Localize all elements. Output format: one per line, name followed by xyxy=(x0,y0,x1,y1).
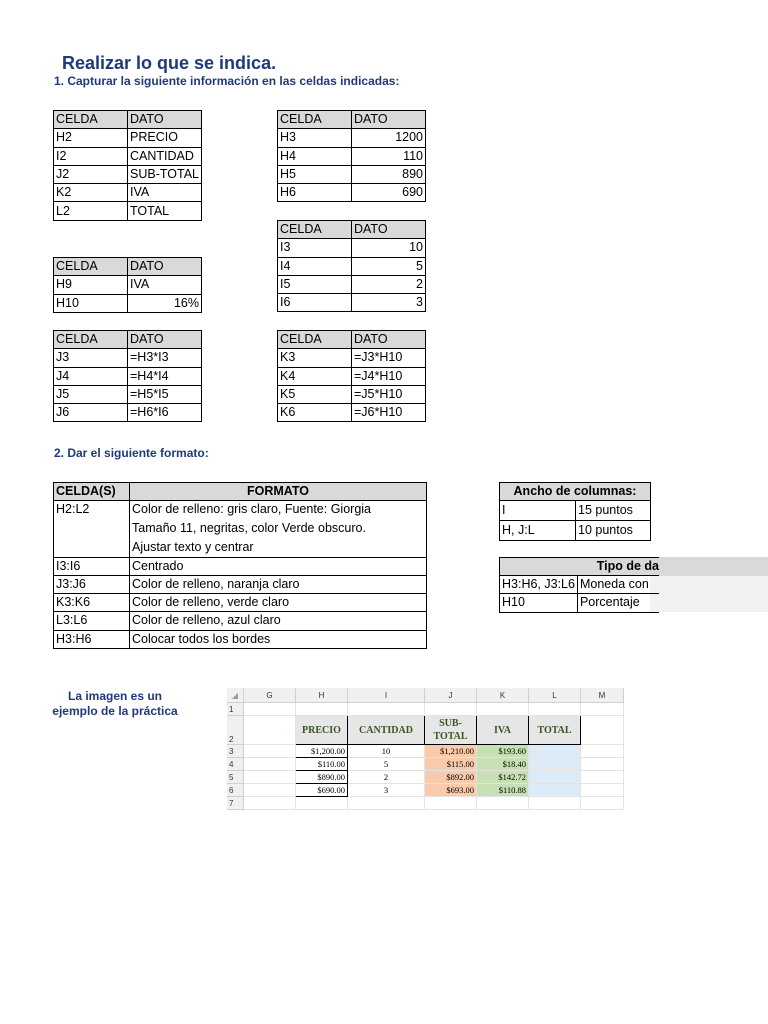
format-cell: H2:L2 xyxy=(54,501,130,521)
col-header: L xyxy=(529,688,581,703)
example-caption: La imagen es un ejemplo de la práctica xyxy=(52,689,178,718)
data-type-table-wrap xyxy=(499,557,659,613)
capture-table-c xyxy=(277,220,426,312)
value: =H6*I6 xyxy=(128,404,202,422)
sheet-cell xyxy=(425,703,477,716)
sheet-header-cell: PRECIO xyxy=(296,716,348,745)
format-desc: Color de relleno: gris claro, Fuente: Giorgia xyxy=(130,501,427,521)
corner-cell: ◢ xyxy=(227,688,244,703)
capture-table-a xyxy=(53,110,202,221)
cell: K3 xyxy=(278,349,352,367)
format-desc: Ajustar texto y centrar xyxy=(130,539,427,557)
value: 5 xyxy=(352,257,426,275)
type-value: Moneda con xyxy=(577,576,659,594)
value: 110 xyxy=(352,147,426,165)
cell: J3 xyxy=(54,349,128,367)
value: =J4*H10 xyxy=(352,367,426,385)
total-cell xyxy=(529,758,581,771)
format-desc: Tamaño 11, negritas, color Verde obscuro. xyxy=(130,520,427,539)
sheet-cell xyxy=(244,771,296,784)
capture-table-f xyxy=(277,330,426,422)
cell: L2 xyxy=(54,202,128,220)
format-desc: Color de relleno, verde claro xyxy=(130,594,427,612)
sheet-cell xyxy=(581,784,624,797)
format-desc: Color de relleno, naranja claro xyxy=(130,575,427,593)
format-cell: I3:I6 xyxy=(54,557,130,575)
header-formato: FORMATO xyxy=(130,483,427,501)
subtotal-cell: $892.00 xyxy=(425,771,477,784)
col-header: I xyxy=(348,688,425,703)
cell: H3 xyxy=(278,129,352,147)
sheet-cell xyxy=(348,703,425,716)
cell: H9 xyxy=(54,276,128,294)
header-celda: CELDA xyxy=(278,111,352,129)
cell: I2 xyxy=(54,147,128,165)
value: =J5*H10 xyxy=(352,385,426,403)
cell: H6 xyxy=(278,184,352,202)
iva-cell: $193.60 xyxy=(477,745,529,758)
cell: H2 xyxy=(54,129,128,147)
format-cell: L3:L6 xyxy=(54,612,130,630)
header-celda: CELDA xyxy=(278,221,352,239)
price-cell: $890.00 xyxy=(296,771,348,784)
value: TOTAL xyxy=(128,202,202,220)
value: =J3*H10 xyxy=(352,349,426,367)
step-2-heading: 2. Dar el siguiente formato: xyxy=(54,446,209,460)
iva-cell: $142.72 xyxy=(477,771,529,784)
format-desc: Color de relleno, azul claro xyxy=(130,612,427,630)
total-cell xyxy=(529,771,581,784)
value: 16% xyxy=(128,294,202,312)
format-cell: K3:K6 xyxy=(54,594,130,612)
subtotal-cell: $115.00 xyxy=(425,758,477,771)
quantity-cell: 10 xyxy=(348,745,425,758)
row-header: 5 xyxy=(227,771,244,784)
iva-cell: $18.40 xyxy=(477,758,529,771)
cell: I3 xyxy=(278,239,352,257)
col-header: M xyxy=(581,688,624,703)
row-header: 3 xyxy=(227,745,244,758)
sheet-cell xyxy=(348,797,425,810)
step-1-heading: 1. Capturar la siguiente información en las celdas indicadas: xyxy=(54,74,400,88)
cell: K5 xyxy=(278,385,352,403)
header-dato: DATO xyxy=(352,221,426,239)
sheet-cell xyxy=(581,771,624,784)
header-celda: CELDA xyxy=(278,331,352,349)
subtotal-cell: $1,210.00 xyxy=(425,745,477,758)
quantity-cell: 5 xyxy=(348,758,425,771)
value: =H3*I3 xyxy=(128,349,202,367)
price-cell: $690.00 xyxy=(296,784,348,797)
sheet-header-cell: CANTIDAD xyxy=(348,716,425,745)
format-cell xyxy=(54,539,130,557)
sheet-cell xyxy=(581,716,624,745)
cell: H4 xyxy=(278,147,352,165)
subtotal-cell: $693.00 xyxy=(425,784,477,797)
cell: I5 xyxy=(278,275,352,293)
cell: K6 xyxy=(278,404,352,422)
header-dato: DATO xyxy=(352,111,426,129)
quantity-cell: 3 xyxy=(348,784,425,797)
value: 10 xyxy=(352,239,426,257)
header-celda: CELDA xyxy=(54,331,128,349)
header-celda: CELDA xyxy=(54,258,128,276)
value: 3 xyxy=(352,294,426,312)
cell: J2 xyxy=(54,165,128,183)
type-cols: H3:H6, J3:L6 xyxy=(500,576,578,594)
cell: J5 xyxy=(54,385,128,403)
header-dato: DATO xyxy=(128,111,202,129)
row-header: 4 xyxy=(227,758,244,771)
value: PRECIO xyxy=(128,129,202,147)
data-type-overflow-fill xyxy=(650,576,768,612)
header-celda: CELDA xyxy=(54,111,128,129)
iva-cell: $110.88 xyxy=(477,784,529,797)
row-header: 7 xyxy=(227,797,244,810)
sheet-header-cell: SUB-TOTAL xyxy=(425,716,477,745)
sheet-cell xyxy=(477,797,529,810)
total-cell xyxy=(529,745,581,758)
sheet-header-cell: TOTAL xyxy=(529,716,581,745)
format-cell: J3:J6 xyxy=(54,575,130,593)
row-header: 1 xyxy=(227,703,244,716)
sheet-cell xyxy=(296,703,348,716)
value: =J6*H10 xyxy=(352,404,426,422)
cell: I6 xyxy=(278,294,352,312)
sheet-cell xyxy=(244,745,296,758)
capture-table-d xyxy=(53,257,202,313)
sheet-cell xyxy=(425,797,477,810)
value: CANTIDAD xyxy=(128,147,202,165)
sheet-cell xyxy=(529,797,581,810)
row-header: 6 xyxy=(227,784,244,797)
cell: K4 xyxy=(278,367,352,385)
quantity-cell: 2 xyxy=(348,771,425,784)
sheet-cell xyxy=(244,797,296,810)
column-width-header: Ancho de columnas: xyxy=(500,483,651,501)
capture-table-e xyxy=(53,330,202,422)
format-cell xyxy=(54,520,130,539)
sheet-cell xyxy=(581,758,624,771)
col-header: J xyxy=(425,688,477,703)
value: 1200 xyxy=(352,129,426,147)
value: =H5*I5 xyxy=(128,385,202,403)
value: SUB-TOTAL xyxy=(128,165,202,183)
format-desc: Centrado xyxy=(130,557,427,575)
sheet-cell xyxy=(529,703,581,716)
sheet-cell xyxy=(244,784,296,797)
cell: H10 xyxy=(54,294,128,312)
sheet-cell xyxy=(581,703,624,716)
col-header: K xyxy=(477,688,529,703)
header-dato: DATO xyxy=(128,258,202,276)
price-cell: $110.00 xyxy=(296,758,348,771)
cell: J6 xyxy=(54,404,128,422)
row-header: 2 xyxy=(227,716,244,745)
sheet-cell xyxy=(244,703,296,716)
data-type-table xyxy=(499,557,659,613)
cell: I4 xyxy=(278,257,352,275)
sheet-cell xyxy=(477,703,529,716)
format-cell: H3:H6 xyxy=(54,630,130,648)
type-cols: H10 xyxy=(500,594,578,612)
data-type-header: Tipo de da xyxy=(500,558,660,576)
width-cols: H, J:L xyxy=(500,521,576,541)
format-desc: Colocar todos los bordes xyxy=(130,630,427,648)
total-cell xyxy=(529,784,581,797)
value: IVA xyxy=(128,184,202,202)
header-dato: DATO xyxy=(352,331,426,349)
header-dato: DATO xyxy=(128,331,202,349)
price-cell: $1,200.00 xyxy=(296,745,348,758)
value: 2 xyxy=(352,275,426,293)
format-table xyxy=(53,482,427,649)
sheet-cell xyxy=(244,758,296,771)
sheet-cell xyxy=(581,745,624,758)
cell: H5 xyxy=(278,165,352,183)
width-cols: I xyxy=(500,501,576,521)
page-title: Realizar lo que se indica. xyxy=(62,53,277,73)
cell: J4 xyxy=(54,367,128,385)
width-value: 10 puntos xyxy=(576,521,651,541)
value: 690 xyxy=(352,184,426,202)
cell: K2 xyxy=(54,184,128,202)
header-celdas: CELDA(S) xyxy=(54,483,130,501)
col-header: H xyxy=(296,688,348,703)
sheet-cell xyxy=(296,797,348,810)
capture-table-b xyxy=(277,110,426,202)
example-spreadsheet xyxy=(227,688,624,810)
value: =H4*I4 xyxy=(128,367,202,385)
sheet-header-cell: IVA xyxy=(477,716,529,745)
value: 890 xyxy=(352,165,426,183)
value: IVA xyxy=(128,276,202,294)
width-value: 15 puntos xyxy=(576,501,651,521)
sheet-cell xyxy=(581,797,624,810)
column-width-table xyxy=(499,482,651,541)
type-value: Porcentaje xyxy=(577,594,659,612)
sheet-cell xyxy=(244,716,296,745)
col-header: G xyxy=(244,688,296,703)
